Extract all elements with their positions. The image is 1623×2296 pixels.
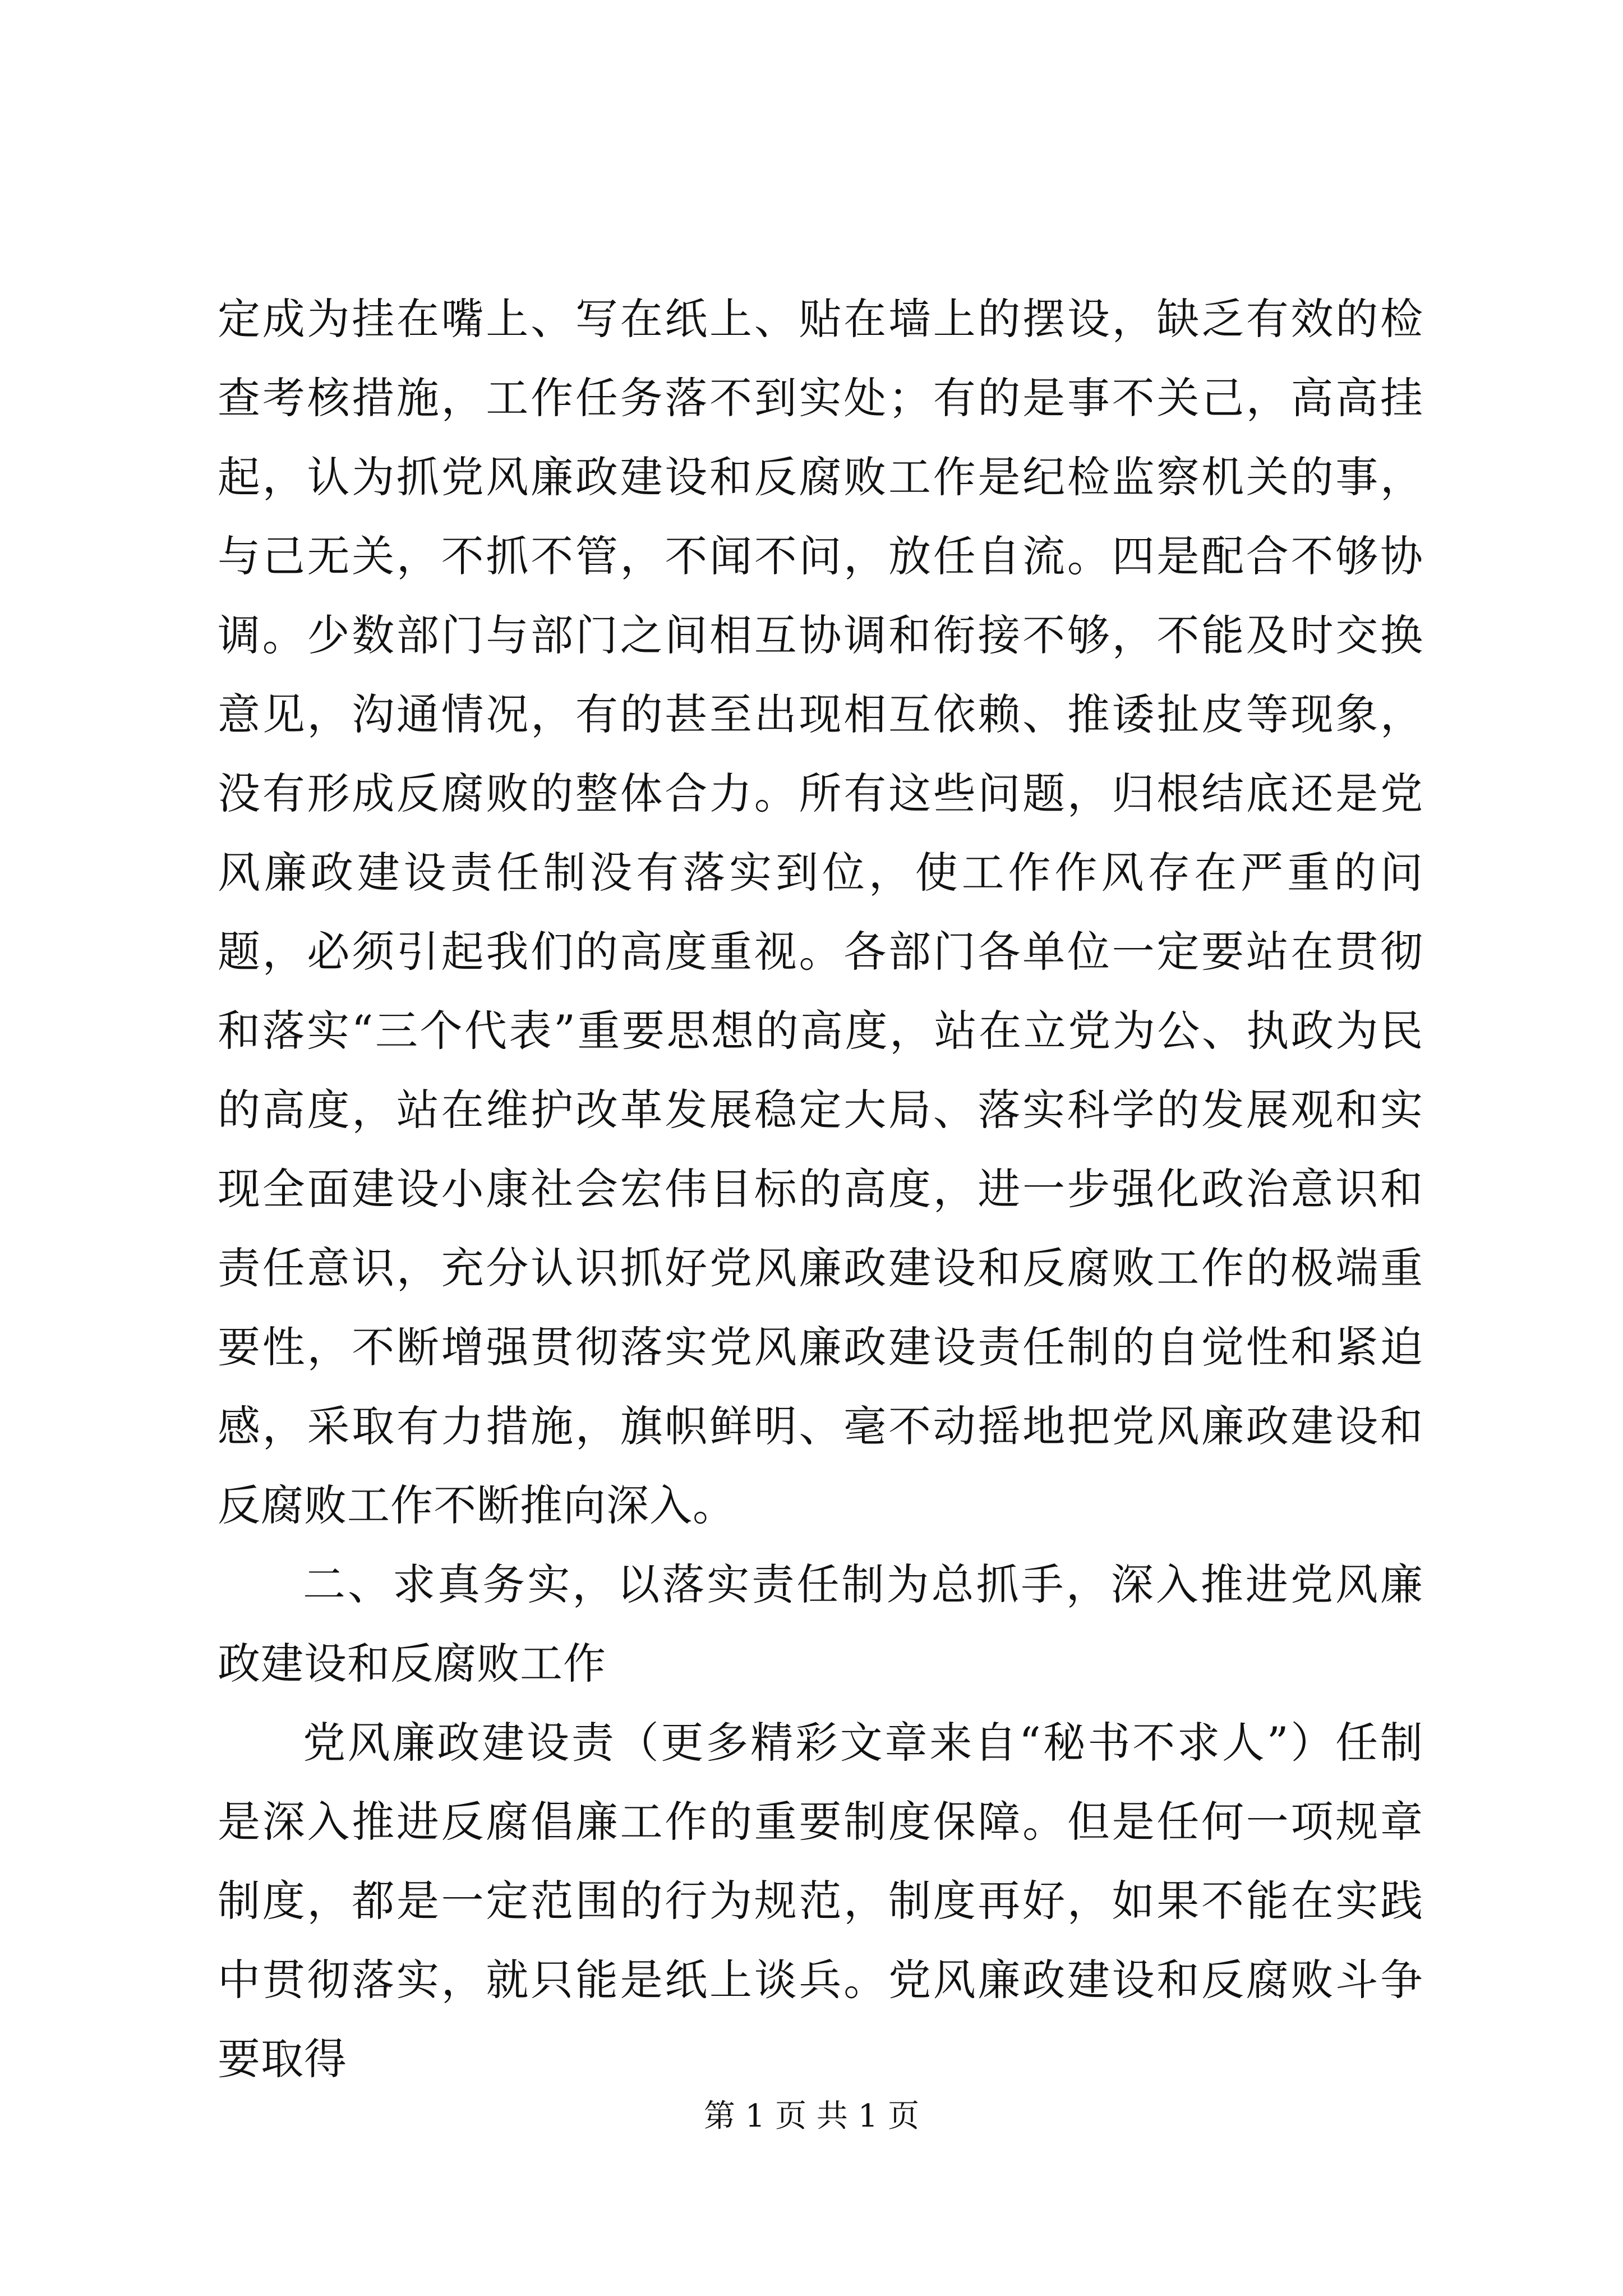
paragraph-continued: 定成为挂在嘴上、写在纸上、贴在墙上的摆设，缺乏有效的检查考核措施，工作任务落不到实处；有的是事不关己，高高挂起，认为抓党风廉政建设和反腐败工作是纪检监察机关的事，与己无关，不抓不管，不闻不问，放任自流。四是配合不够协调。少数部门与部门之间相互协调和衔接不够，不能及时交换意见，沟通情况，有的甚至出现相互依赖、推诿扯皮等现象，没有形成反腐败的整体合力。所有这些问题，归根结底还是党风廉政建设责任制没有落实到位，使工作作风存在严重的问题，必须引起我们的高度重视。各部门各单位一定要站在贯彻和落实“三个代表”重要思想的高度，站在立党为公、执政为民的高度，站在维护改革发展稳定大局、落实科学的发展观和实现全面建设小康社会宏伟目标的高度，进一步强化政治意识和责任意识，充分认识抓好党风廉政建设和反腐败工作的极端重要性，不断增强贯彻落实党风廉政建设责任制的自觉性和紧迫感，采取有力措施，旗帜鲜明、毫不动摇地把党风廉政建设和反腐败工作不断推向深入。 <box>218 294 1423 1530</box>
document-body <box>218 279 1423 2099</box>
paragraph-section-2: 党风廉政建设责（更多精彩文章来自“秘书不求人”）任制是深入推进反腐倡廉工作的重要制度保障。但是任何一项规章制度，都是一定范围的行为规范，制度再好，如果不能在实践中贯彻落实，就只能是纸上谈兵。党风廉政建设和反腐败斗争要取得 <box>218 1718 1423 2084</box>
page-footer: 第 1 页 共 1 页 <box>703 2098 920 2134</box>
section-heading: 二、求真务实，以落实责任制为总抓手，深入推进党风廉政建设和反腐败工作 <box>218 1559 1423 1688</box>
